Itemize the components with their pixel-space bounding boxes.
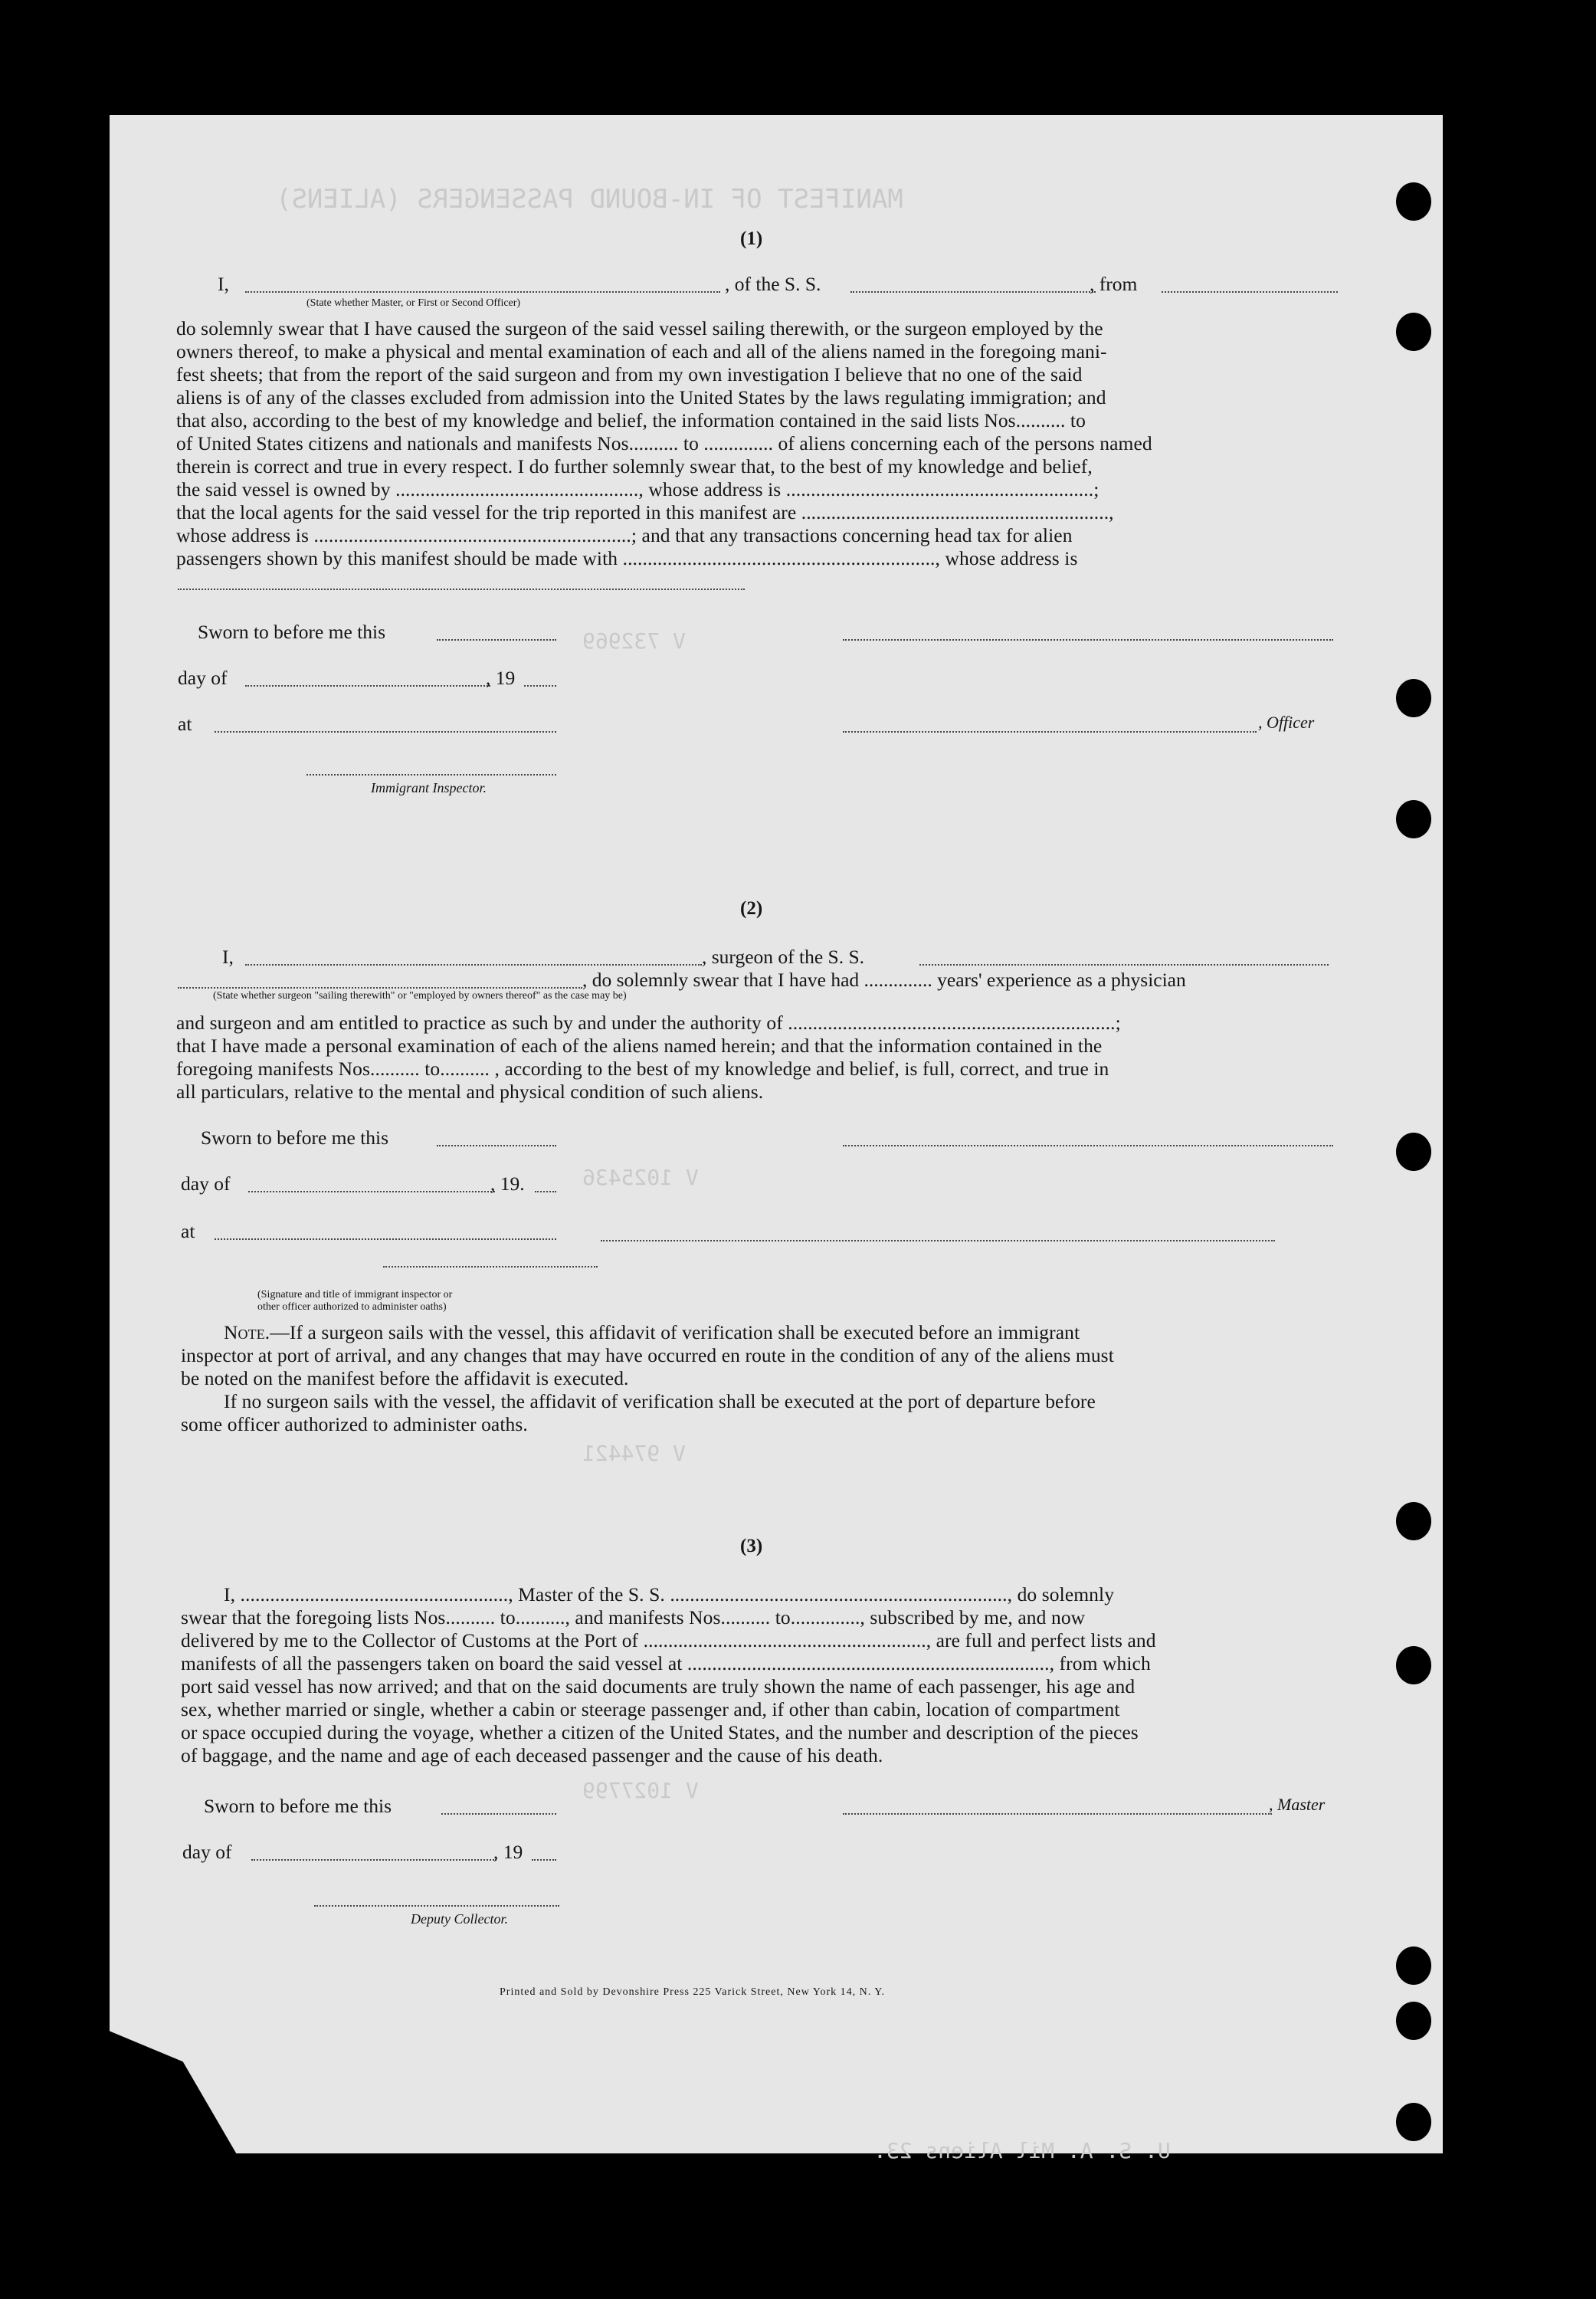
of-the-ss: , of the S. S. [725, 273, 821, 295]
sig-caption: other officer authorized to administer oaths) [257, 1301, 447, 1313]
punch-hole [1396, 679, 1431, 717]
text-line: of United States citizens and nationals and manifests Nos.......... to .............. of aliens concerning each of the persons named [176, 432, 1152, 454]
blank-line [441, 1813, 556, 1815]
printer-footer: Printed and Sold by Devonshire Press 225 Varick Street, New York 14, N. Y. [500, 1986, 886, 1998]
blank-line [850, 291, 1096, 293]
punch-hole [1396, 1502, 1431, 1540]
text-line: that the local agents for the said vessel for the trip reported in this manifest are .............................................................., [176, 501, 1114, 523]
year-prefix: , 19 [486, 667, 516, 689]
text-line: of baggage, and the name and age of each deceased passenger and the cause of his death. [181, 1744, 883, 1766]
text-line: that also, according to the best of my knowledge and belief, the information contained in the said lists Nos.......... to [176, 409, 1086, 431]
text-line: that I have made a personal examination of each of the aliens named herein; and that the information contained in the [176, 1035, 1103, 1057]
deputy-caption: Deputy Collector. [411, 1911, 508, 1927]
note-line: inspector at port of arrival, and any changes that may have occurred en route in the condition of any of the aliens must [181, 1344, 1114, 1366]
text-line: the said vessel is owned by ................................................., whose address is ..............................................................; [176, 478, 1100, 500]
blank-line [1162, 291, 1338, 293]
text-line: fest sheets; that from the report of the said surgeon and from my own investigation I believe that no one of the said [176, 363, 1083, 385]
blank-line [215, 1238, 556, 1240]
text-line: manifests of all the passengers taken on board the said vessel at ........................................................................., from which [181, 1652, 1151, 1674]
blank-line [535, 1191, 556, 1192]
officer-label: , Officer [1258, 713, 1315, 732]
signature-line [843, 1145, 1333, 1146]
text-line: swear that the foregoing lists Nos.......... to.........., and manifests Nos.......... to.............., subscribed by me, and now [181, 1606, 1086, 1628]
text-line: aliens is of any of the classes excluded from admission into the United States by the laws regulating immigration; and [176, 386, 1106, 408]
year-prefix: , 19 [493, 1841, 523, 1863]
blank-line [245, 291, 720, 293]
text-line: port said vessel has now arrived; and that on the said documents are truly shown the name of each passenger, his age and [181, 1675, 1136, 1697]
signature-line [843, 639, 1333, 641]
signature-line [843, 1813, 1272, 1815]
text-line: sex, whether married or single, whether a cabin or steerage passenger and, if other than cabin, location of compartment [181, 1698, 1120, 1720]
punch-hole [1396, 313, 1431, 351]
note-label: Note. [224, 1321, 270, 1343]
blank-line [245, 964, 702, 966]
oath-i: I, [222, 946, 234, 968]
bleed-through-text: V 1025436 [582, 1165, 699, 1190]
text-line: and surgeon and am entitled to practice as such by and under the authority of ..................................................................; [176, 1012, 1121, 1034]
bleed-through-text: V 732969 [582, 628, 686, 654]
oath-i: I, [218, 273, 229, 295]
punch-hole [1396, 2103, 1431, 2141]
blank-line [437, 1145, 556, 1146]
sworn-label: Sworn to before me this [204, 1795, 392, 1817]
bleed-through-text: V 974421 [582, 1441, 686, 1466]
at-label: at [178, 713, 192, 735]
master-label: , Master [1269, 1795, 1326, 1814]
punch-hole [1396, 2002, 1431, 2040]
blank-line [248, 1191, 495, 1192]
bleed-through-text: U. S. A. Mil Aliens 23. [873, 2138, 1171, 2163]
sig-caption: (Signature and title of immigrant inspector or [257, 1289, 453, 1300]
bleed-through-text: V 1027799 [582, 1778, 699, 1803]
inspector-caption: Immigrant Inspector. [371, 780, 487, 795]
text-line: whose address is ................................................................; and that any transactions concerning head tax for alien [176, 524, 1073, 546]
surgeon-of-label: , surgeon of the S. S. [702, 946, 865, 968]
day-of-label: day of [181, 1172, 231, 1195]
signature-line [843, 731, 1257, 733]
blank-line [178, 589, 745, 590]
blank-line [919, 964, 1329, 966]
text-line: delivered by me to the Collector of Customs at the Port of ........................................................., are full and perfect lists and [181, 1629, 1156, 1651]
section-number: (2) [740, 898, 763, 919]
text-line: I, ......................................................, Master of the S. S. ...................................................................., do solemnly [224, 1583, 1115, 1605]
punch-hole [1396, 1133, 1431, 1171]
signature-line [601, 1240, 1275, 1241]
punch-hole [1396, 1946, 1431, 1985]
blank-line [524, 685, 556, 687]
text-line: therein is correct and true in every respect. I do further solemnly swear that, to the best of my knowledge and belief, [176, 455, 1093, 477]
sworn-label: Sworn to before me this [201, 1127, 389, 1149]
note-line: be noted on the manifest before the affidavit is executed. [181, 1367, 629, 1389]
text-line: do solemnly swear that I have caused the surgeon of the said vessel sailing therewith, or the surgeon employed by the [176, 317, 1103, 339]
day-of-label: day of [182, 1841, 232, 1863]
note-line [224, 1321, 1080, 1344]
punch-hole [1396, 1646, 1431, 1684]
section-number: (1) [740, 228, 763, 249]
section-number: (3) [740, 1536, 763, 1556]
signature-line [383, 1266, 598, 1268]
from-label: , from [1090, 273, 1138, 295]
years-experience: , do solemnly swear that I have had .............. years' experience as a physician [582, 969, 1186, 991]
note-text: —If a surgeon sails with the vessel, this affidavit of verification shall be executed before an immigrant [270, 1321, 1080, 1343]
signature-line [314, 1905, 559, 1907]
punch-hole [1396, 182, 1431, 221]
blank-line [178, 987, 582, 989]
punch-hole [1396, 800, 1431, 838]
text-line: passengers shown by this manifest should be made with ..............................................................., whose address is [176, 547, 1078, 569]
text-line: foregoing manifests Nos.......... to.......... , according to the best of my knowledge and belief, is full, correct, and true in [176, 1058, 1109, 1080]
blank-line [245, 685, 490, 687]
signature-line [306, 774, 556, 776]
bleed-through-text: MANIFEST OF IN-BOUND PASSENGERS (ALIENS) [276, 184, 903, 215]
text-line: or space occupied during the voyage, whether a citizen of the United States, and the number and description of the pieces [181, 1721, 1139, 1743]
sworn-label: Sworn to before me this [198, 621, 386, 643]
officer-caption: (State whether Master, or First or Second Officer) [306, 297, 521, 309]
text-line: all particulars, relative to the mental and physical condition of such aliens. [176, 1081, 764, 1103]
at-label: at [181, 1220, 195, 1242]
year-prefix: , 19. [490, 1172, 525, 1195]
surgeon-caption: (State whether surgeon "sailing therewith" or "employed by owners thereof" as the case may be) [213, 990, 627, 1002]
note-line: If no surgeon sails with the vessel, the affidavit of verification shall be executed at the port of departure before [224, 1390, 1096, 1412]
blank-line [251, 1859, 496, 1861]
note-line: some officer authorized to administer oaths. [181, 1413, 528, 1435]
text-line: owners thereof, to make a physical and mental examination of each and all of the aliens named in the foregoing mani- [176, 340, 1107, 362]
blank-line [215, 731, 556, 733]
blank-line [532, 1859, 556, 1861]
blank-line [437, 639, 556, 641]
day-of-label: day of [178, 667, 228, 689]
